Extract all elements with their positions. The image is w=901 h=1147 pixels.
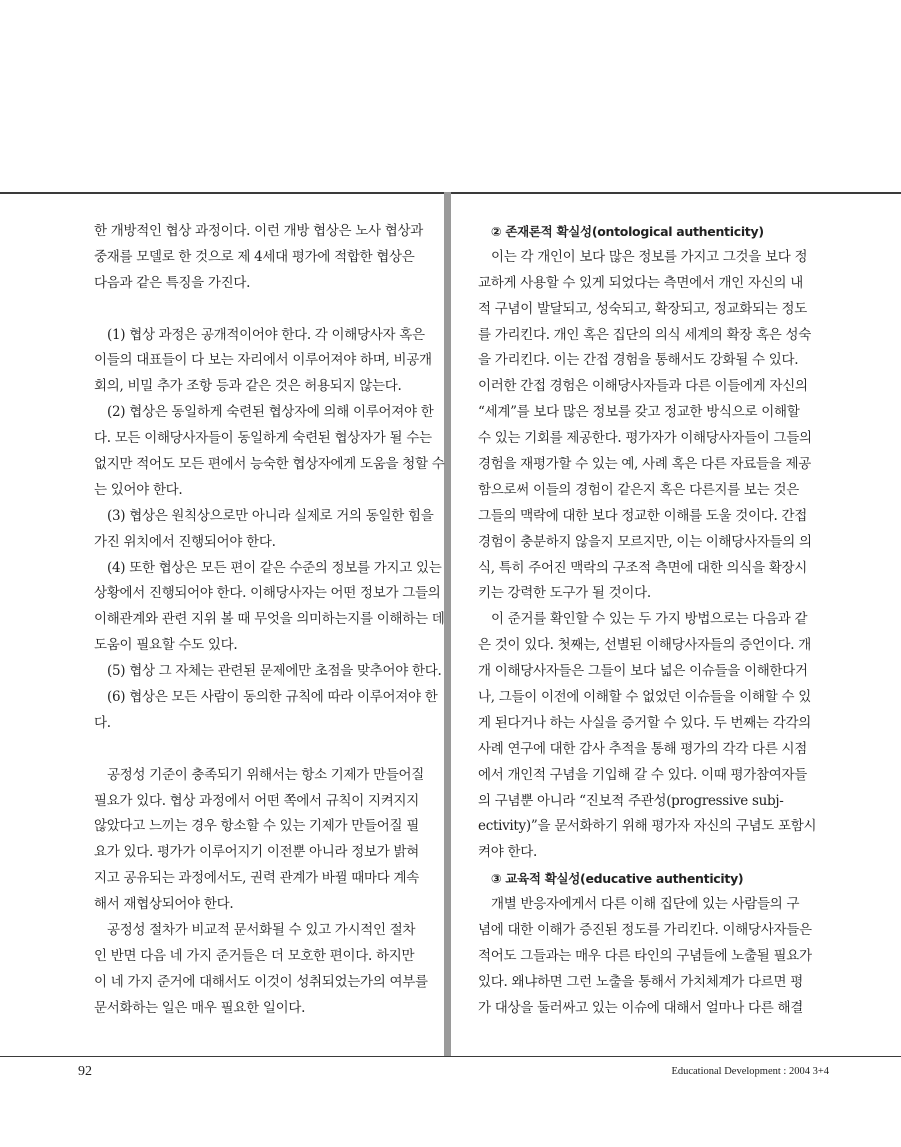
- right-column: [478, 219, 817, 1022]
- text-line: 켜야 한다.: [478, 844, 537, 861]
- text-line: 이해관계와 관련 지위 볼 때 무엇을 의미하는지를 이해하는 데: [94, 611, 445, 628]
- text-line: 개 이해당사자들은 그들이 보다 넓은 이슈들을 이해한다거: [478, 663, 808, 680]
- text-line: 경험을 재평가할 수 있는 예, 사례 혹은 다른 자료들을 제공: [478, 456, 811, 473]
- negotiation-conditions: [94, 323, 445, 737]
- text-line: 교하게 사용할 수 있게 되었다는 측면에서 개인 자신의 내: [478, 274, 803, 291]
- condition-4: (4) 또한 협상은 모든 편이 같은 수준의 정보를 가지고 있는: [107, 559, 442, 576]
- text-line: 한 개방적인 협상 과정이다. 이런 개방 협상은 노사 협상과: [94, 223, 423, 239]
- text-line: 공정성 기준이 충족되기 위해서는 항소 기제가 만들어질: [107, 766, 424, 783]
- text-line: 다. 모든 이해당사자들이 동일하게 숙련된 협상자가 될 수는: [94, 430, 432, 447]
- text-line: 지고 공유되는 과정에서도, 권력 관계가 바뀔 때마다 계속: [94, 870, 419, 887]
- text-line: 는 있어야 한다.: [94, 481, 183, 498]
- left-column: [94, 219, 445, 1022]
- text-line: 인 반면 다음 네 가지 준거들은 더 모호한 편이다. 하지만: [94, 947, 415, 964]
- text-line: 있다. 왜냐하면 그런 노출을 통해서 가치체계가 다르면 평: [478, 973, 803, 990]
- condition-1: (1) 협상 과정은 공개적이어야 한다. 각 이해당사자 혹은: [107, 326, 425, 343]
- text-line: 은 것이 있다. 첫째는, 선별된 이해당사자들의 증언이다. 개: [478, 637, 811, 654]
- text-line: 적 구념이 발달되고, 성숙되고, 확장되고, 정교화되는 정도: [478, 300, 807, 317]
- text-line: 다.: [94, 714, 111, 731]
- text-line: 이러한 간접 경험은 이해당사자들과 다른 이들에게 자신의: [478, 378, 808, 395]
- condition-5: (5) 협상 그 자체는 관련된 문제에만 초점을 맞추어야 한다.: [107, 663, 442, 680]
- ontological-paragraph: [478, 245, 817, 866]
- intro-paragraph: [94, 219, 424, 297]
- text-line: 게 된다거나 하는 사실을 증거할 수 있다. 두 번째는 각각의: [478, 714, 811, 731]
- text-line: 그들의 맥락에 대한 보다 정교한 이해를 도울 것이다. 간접: [478, 507, 807, 524]
- text-line: 상황에서 진행되어야 한다. 이해당사자는 어떤 정보가 그들의: [94, 585, 441, 602]
- page-number: 92: [78, 1064, 92, 1079]
- text-line: 함으로써 이들의 경험이 같은지 혹은 다른지를 보는 것은: [478, 481, 799, 498]
- text-line: 나, 그들이 이전에 이해할 수 없었던 이슈들을 이해할 수 있: [478, 689, 811, 706]
- educative-heading: ③ 교육적 확실성(educative authenticity): [491, 871, 744, 887]
- column-gutter: [444, 192, 451, 1057]
- text-line: 가진 위치에서 진행되어야 한다.: [94, 533, 276, 550]
- text-line: 없지만 적어도 모든 편에서 능숙한 협상자에게 도움을 청할 수: [94, 456, 445, 473]
- text-line: 사례 연구에 대한 감사 추적을 통해 평가의 각각 다른 시점: [478, 740, 807, 757]
- ontological-heading: ② 존재론적 확실성(ontological authenticity): [491, 224, 764, 239]
- text-line: 공정성 절차가 비교적 문서화될 수 있고 가시적인 절차: [107, 922, 416, 939]
- text-line: 념에 대한 이해가 증진된 정도를 가리킨다. 이해당사자들은: [478, 922, 812, 939]
- text-line: 의 구념뿐 아니라 “진보적 주관성(progressive subj-: [478, 792, 784, 809]
- text-line: 문서화하는 일은 매우 필요한 일이다.: [94, 999, 306, 1016]
- text-line: 해서 재협상되어야 한다.: [94, 896, 234, 913]
- text-line: 도움이 필요할 수도 있다.: [94, 637, 238, 654]
- text-line: 이 네 가지 준거에 대해서도 이것이 성취되었는가의 여부를: [94, 973, 428, 990]
- text-line: 적어도 그들과는 매우 다른 타인의 구념들에 노출될 필요가: [478, 947, 812, 964]
- text-line: 이들의 대표들이 다 보는 자리에서 이루어져야 하며, 비공개: [94, 352, 432, 369]
- text-line: 요가 있다. 평가가 이루어지기 이전뿐 아니라 정보가 밝혀: [94, 844, 419, 861]
- text-line: 을 가리킨다. 이는 간접 경험을 통해서도 강화될 수 있다.: [478, 352, 799, 369]
- text-line: ectivity)”을 문서화하기 위해 평가자 자신의 구념도 포함시: [478, 818, 817, 835]
- text-line: 경험이 충분하지 않을지 모르지만, 이는 이해당사자들의 의: [478, 533, 812, 550]
- text-line: 개별 반응자에게서 다른 이해 집단에 있는 사람들의 구: [491, 896, 800, 913]
- journal-footer: Educational Development : 2004 3+4: [671, 1066, 829, 1077]
- educative-paragraph: [478, 892, 812, 1021]
- text-line: 가 대상을 둘러싸고 있는 이슈에 대해서 얼마나 다른 해결: [478, 999, 803, 1016]
- condition-3: (3) 협상은 원칙상으로만 아니라 실제로 거의 동일한 힘을: [107, 507, 434, 524]
- text-line: 를 가리킨다. 개인 혹은 집단의 의식 세계의 확장 혹은 성숙: [478, 326, 811, 343]
- paragraph-spacer: [94, 737, 424, 763]
- text-line: “세계”를 보다 많은 정보를 갖고 정교한 방식으로 이해할: [478, 404, 800, 421]
- text-line: 중재를 모델로 한 것으로 제 4세대 평가에 적합한 협상은: [94, 248, 415, 265]
- text-line: 수 있는 기회를 제공한다. 평가자가 이해당사자들이 그들의: [478, 430, 812, 447]
- text-line: 필요가 있다. 협상 과정에서 어떤 쪽에서 규칙이 지켜지지: [94, 792, 419, 809]
- text-line: 않았다고 느끼는 경우 항소할 수 있는 기제가 만들어질 필: [94, 818, 419, 835]
- text-line: 이는 각 개인이 보다 많은 정보를 가지고 그것을 보다 정: [491, 248, 808, 265]
- text-line: 에서 개인적 구념을 기입해 갈 수 있다. 이때 평가참여자들: [478, 766, 807, 783]
- condition-6: (6) 협상은 모든 사람이 동의한 규칙에 따라 이루어져야 한: [107, 689, 438, 706]
- text-line: 식, 특히 주어진 맥락의 구조적 측면에 대한 의식을 확장시: [478, 559, 807, 576]
- bottom-rule: [0, 1056, 901, 1057]
- text-line: 키는 강력한 도구가 될 것이다.: [478, 585, 651, 602]
- condition-2: (2) 협상은 동일하게 숙련된 협상자에 의해 이루어져야 한: [107, 404, 434, 421]
- paragraph-spacer: [94, 297, 424, 323]
- fairness-paragraph: [94, 763, 428, 1022]
- text-line: 이 준거를 확인할 수 있는 두 가지 방법으로는 다음과 같: [491, 611, 808, 628]
- text-line: 회의, 비밀 추가 조항 등과 같은 것은 허용되지 않는다.: [94, 378, 402, 395]
- text-line: 다음과 같은 특징을 가진다.: [94, 274, 251, 291]
